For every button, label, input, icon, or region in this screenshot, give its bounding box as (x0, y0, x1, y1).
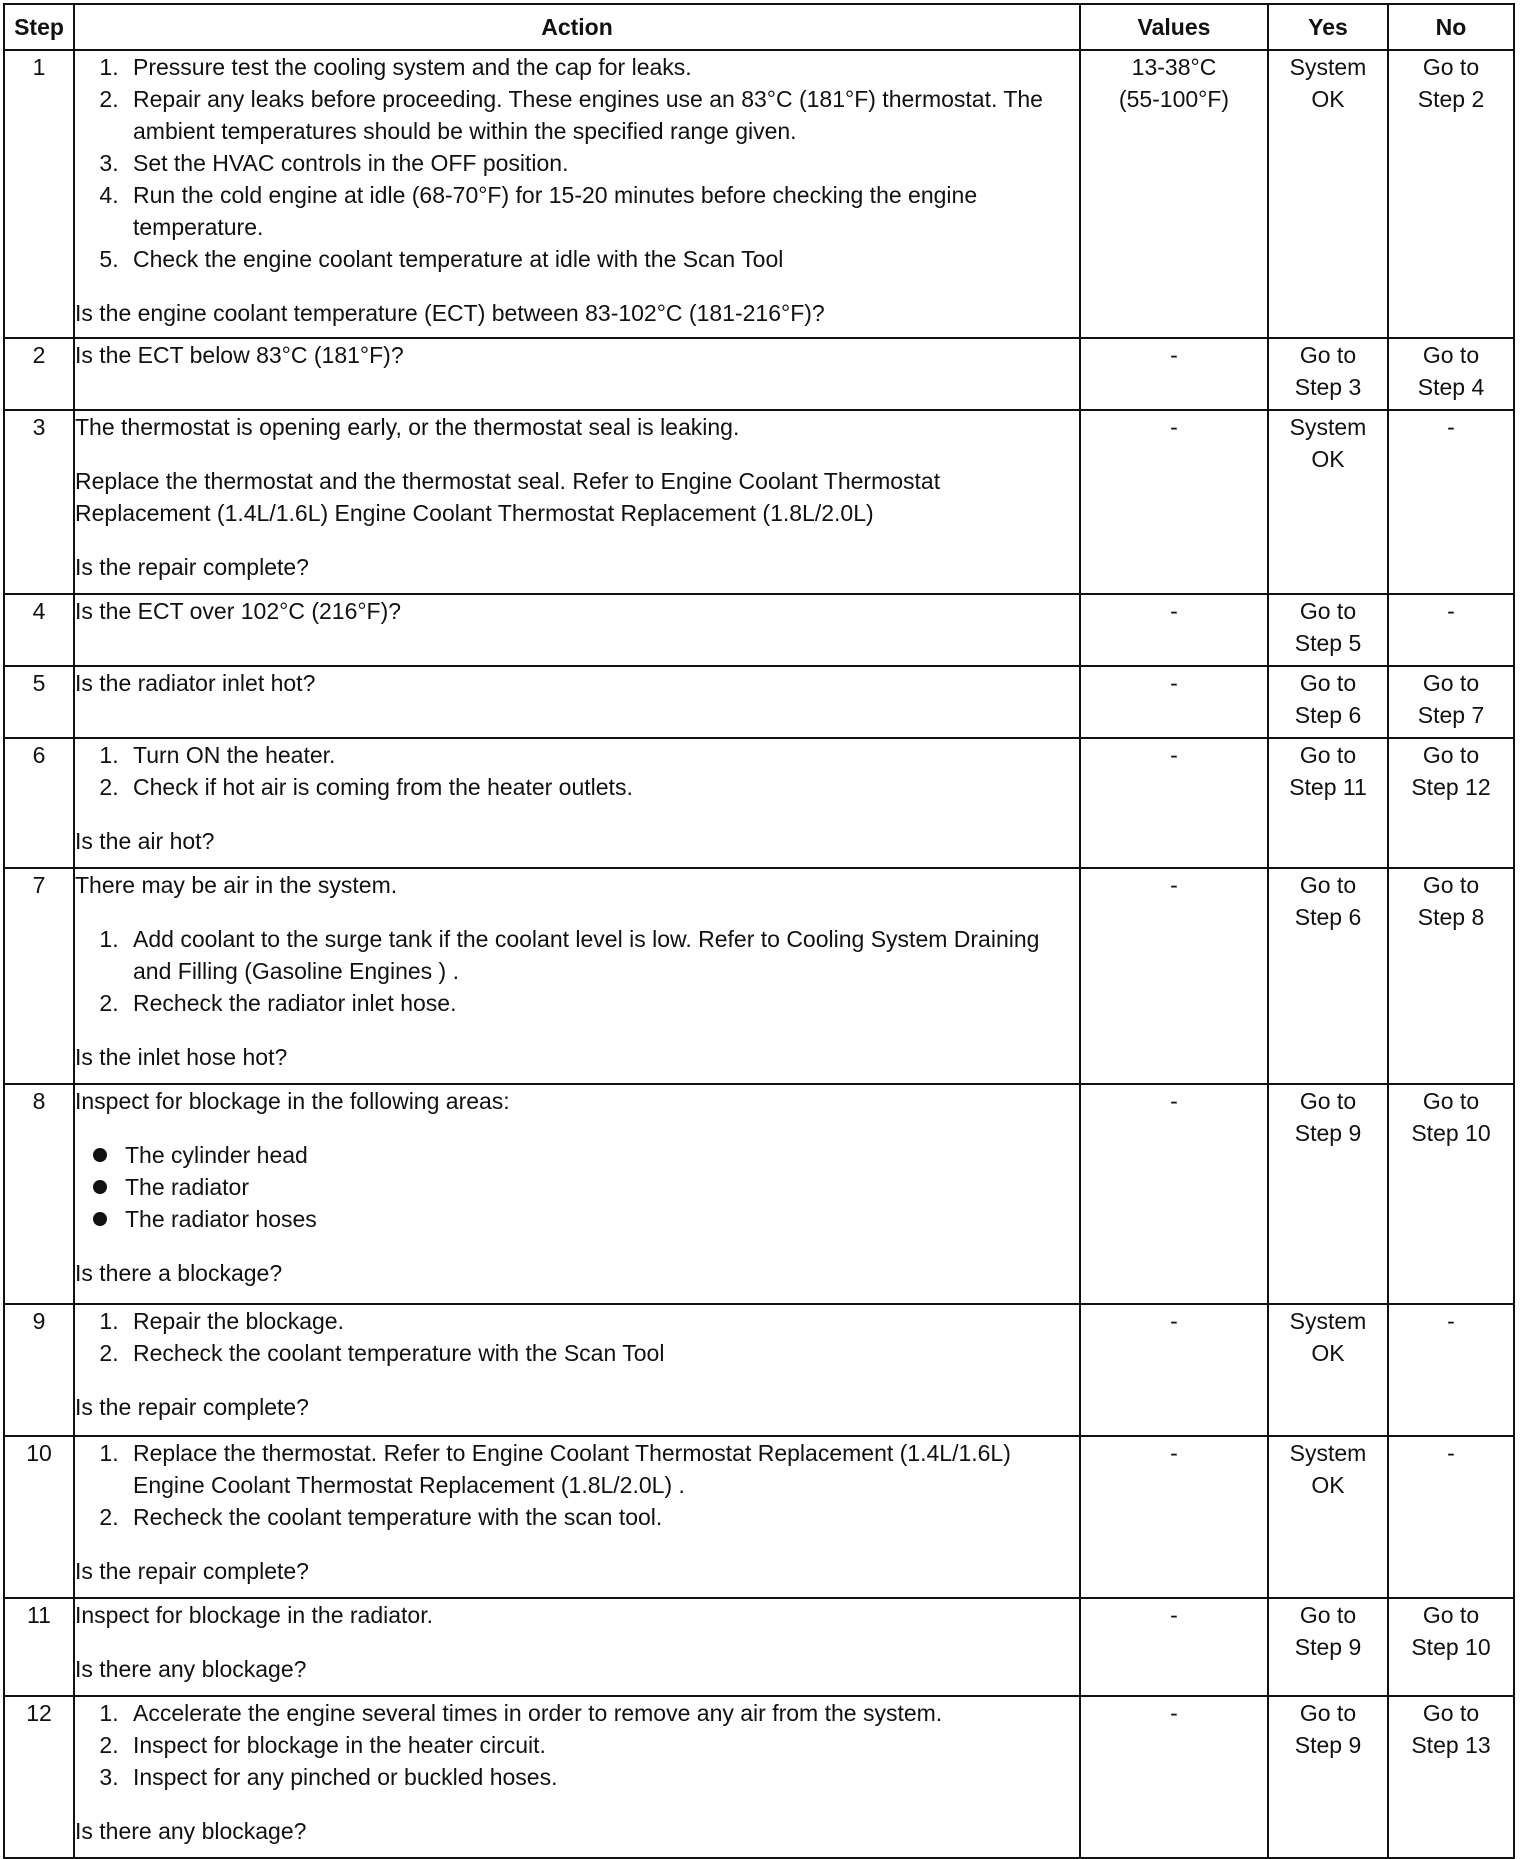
no-line: Step 2 (1417, 86, 1485, 112)
yes-line: Go to (1299, 342, 1357, 368)
table-row-step-11 (4, 1598, 1514, 1696)
step-number: 8 (4, 1084, 74, 1304)
list-item: 2. Check if hot air is coming from the heater outlets. (125, 771, 1079, 803)
step-number: 12 (4, 1696, 74, 1858)
no-line: Go to (1422, 872, 1480, 898)
action-intro: Inspect for blockage in the following areas: (75, 1088, 510, 1114)
values-cell: - (1080, 1304, 1268, 1436)
yes-cell (1268, 1598, 1388, 1696)
values-cell (1080, 50, 1268, 338)
action-intro: There may be air in the system. (75, 872, 398, 898)
yes-line: System (1289, 1308, 1367, 1334)
yes-cell (1268, 410, 1388, 594)
yes-line: Go to (1299, 598, 1357, 624)
yes-cell (1268, 1436, 1388, 1598)
values-cell: - (1080, 410, 1268, 594)
list-item (125, 1139, 1079, 1171)
no-line: Step 8 (1417, 904, 1485, 930)
yes-line: Step 5 (1294, 630, 1362, 656)
no-cell (1388, 666, 1514, 738)
action-question: Is there any blockage? (75, 1818, 307, 1844)
list-item: 1. Accelerate the engine several times in order to remove any air from the system. (125, 1697, 1079, 1729)
yes-line: Step 3 (1294, 374, 1362, 400)
no-cell (1388, 1084, 1514, 1304)
yes-cell (1268, 666, 1388, 738)
list-item: 1. Add coolant to the surge tank if the coolant level is low. Refer to Cooling System Draining and Filling (Gasoline Engines ) . (125, 923, 1079, 987)
no-line: Step 10 (1411, 1634, 1491, 1660)
list-item: 3. Set the HVAC controls in the OFF position. (125, 147, 1079, 179)
table-row-step-5 (4, 666, 1514, 738)
yes-cell (1268, 868, 1388, 1084)
step-number: 3 (4, 410, 74, 594)
action-bullets (75, 1139, 1079, 1235)
action-question: Is there any blockage? (75, 1656, 307, 1682)
no-cell: - (1388, 410, 1514, 594)
action-question: Is the repair complete? (75, 1394, 309, 1420)
table-row-step-3 (4, 410, 1514, 594)
action-question: Is there a blockage? (75, 1260, 283, 1286)
header-no: No (1388, 4, 1514, 50)
action-cell (74, 410, 1080, 594)
table-row-step-12 (4, 1696, 1514, 1858)
action-question: Is the radiator inlet hot? (75, 670, 316, 696)
list-item: 2. Recheck the coolant temperature with the scan tool. (125, 1501, 1079, 1533)
step-number: 6 (4, 738, 74, 868)
yes-line: Go to (1299, 1602, 1357, 1628)
step-number: 1 (4, 50, 74, 338)
action-question: Is the repair complete? (75, 1558, 309, 1584)
action-question: Is the repair complete? (75, 554, 309, 580)
list-item: 2. Inspect for blockage in the heater circuit. (125, 1729, 1079, 1761)
action-cell (74, 338, 1080, 410)
no-cell: - (1388, 1436, 1514, 1598)
no-line: Go to (1422, 1602, 1480, 1628)
no-line: Step 4 (1417, 374, 1485, 400)
action-cell (74, 666, 1080, 738)
list-item: 1. Turn ON the heater. (125, 739, 1079, 771)
values-cell: - (1080, 1436, 1268, 1598)
table-row-step-4 (4, 594, 1514, 666)
list-item (125, 1171, 1079, 1203)
yes-line: OK (1311, 1340, 1345, 1366)
no-cell (1388, 1598, 1514, 1696)
yes-cell (1268, 1084, 1388, 1304)
bullet-icon (93, 1212, 107, 1226)
step-number: 2 (4, 338, 74, 410)
no-line: Step 12 (1411, 774, 1491, 800)
action-cell (74, 1598, 1080, 1696)
no-cell (1388, 50, 1514, 338)
yes-line: Go to (1299, 742, 1357, 768)
yes-line: Step 9 (1294, 1120, 1362, 1146)
action-list (75, 1437, 1079, 1533)
yes-line: Step 9 (1294, 1732, 1362, 1758)
action-cell (74, 1696, 1080, 1858)
step-number: 10 (4, 1436, 74, 1598)
no-line: Go to (1422, 670, 1480, 696)
action-list (75, 1697, 1079, 1793)
values-cell: - (1080, 1696, 1268, 1858)
action-intro: The thermostat is opening early, or the thermostat seal is leaking. (75, 414, 740, 440)
list-item: 1. Repair the blockage. (125, 1305, 1079, 1337)
no-line: Step 7 (1417, 702, 1485, 728)
list-item: 2. Recheck the radiator inlet hose. (125, 987, 1079, 1019)
values-cell: - (1080, 594, 1268, 666)
table-row-step-9 (4, 1304, 1514, 1436)
yes-line: Go to (1299, 1700, 1357, 1726)
header-step: Step (4, 4, 74, 50)
table-row-step-1 (4, 50, 1514, 338)
values-cell: - (1080, 338, 1268, 410)
no-line: Step 10 (1411, 1120, 1491, 1146)
action-cell (74, 594, 1080, 666)
yes-line: Go to (1299, 1088, 1357, 1114)
list-item: 1. Replace the thermostat. Refer to Engine Coolant Thermostat Replacement (1.4L/1.6L) Engine Coolant Thermostat Replacement (1.8L/2.0L) . (125, 1437, 1079, 1501)
list-item: 1. Pressure test the cooling system and the cap for leaks. (125, 51, 1079, 83)
yes-cell (1268, 594, 1388, 666)
diagnostic-table-sheet (3, 3, 1513, 1859)
step-number: 7 (4, 868, 74, 1084)
no-line: Go to (1422, 742, 1480, 768)
action-cell (74, 1304, 1080, 1436)
yes-line: Go to (1299, 872, 1357, 898)
no-cell (1388, 1696, 1514, 1858)
step-number: 5 (4, 666, 74, 738)
no-cell (1388, 338, 1514, 410)
no-cell (1388, 868, 1514, 1084)
yes-line: System (1289, 414, 1367, 440)
no-cell: - (1388, 594, 1514, 666)
no-line: Go to (1422, 54, 1480, 80)
value-line: (55-100°F) (1118, 86, 1230, 112)
list-item: 5. Check the engine coolant temperature at idle with the Scan Tool (125, 243, 1079, 275)
bullet-icon (93, 1148, 107, 1162)
no-cell: - (1388, 1304, 1514, 1436)
list-item-text: The radiator hoses (125, 1206, 317, 1232)
action-cell (74, 1084, 1080, 1304)
action-cell (74, 738, 1080, 868)
action-list (75, 739, 1079, 803)
header-yes: Yes (1268, 4, 1388, 50)
action-list (75, 51, 1079, 275)
action-question: Is the air hot? (75, 828, 215, 854)
action-intro: Inspect for blockage in the radiator. (75, 1602, 433, 1628)
list-item: 2. Repair any leaks before proceeding. These engines use an 83°C (181°F) thermostat. The ambient temperatures should be within the specified range given. (125, 83, 1079, 147)
action-question: Is the ECT below 83°C (181°F)? (75, 342, 404, 368)
header-action: Action (74, 4, 1080, 50)
no-line: Go to (1422, 1088, 1480, 1114)
action-question: Is the inlet hose hot? (75, 1044, 288, 1070)
no-line: Step 13 (1411, 1732, 1491, 1758)
action-question: Is the engine coolant temperature (ECT) between 83-102°C (181-216°F)? (75, 300, 825, 326)
action-cell (74, 868, 1080, 1084)
list-item: 3. Inspect for any pinched or buckled hoses. (125, 1761, 1079, 1793)
no-line: Go to (1422, 1700, 1480, 1726)
table-row-step-2 (4, 338, 1514, 410)
no-line: Go to (1422, 342, 1480, 368)
table-row-step-7 (4, 868, 1514, 1084)
yes-line: Step 6 (1294, 904, 1362, 930)
yes-cell (1268, 50, 1388, 338)
table-row-step-8 (4, 1084, 1514, 1304)
action-list (75, 923, 1079, 1019)
action-question: Is the ECT over 102°C (216°F)? (75, 598, 402, 624)
values-cell: - (1080, 868, 1268, 1084)
yes-line: OK (1311, 1472, 1345, 1498)
list-item: 4. Run the cold engine at idle (68-70°F) for 15-20 minutes before checking the engine temperature. (125, 179, 1079, 243)
list-item: 2. Recheck the coolant temperature with the Scan Tool (125, 1337, 1079, 1369)
yes-line: Go to (1299, 670, 1357, 696)
diagnostic-table (3, 3, 1515, 1859)
yes-cell (1268, 338, 1388, 410)
yes-cell (1268, 738, 1388, 868)
header-row (4, 4, 1514, 50)
list-item-text: The radiator (125, 1174, 250, 1200)
no-cell (1388, 738, 1514, 868)
header-values: Values (1080, 4, 1268, 50)
step-number: 4 (4, 594, 74, 666)
values-cell: - (1080, 738, 1268, 868)
values-cell: - (1080, 1598, 1268, 1696)
step-number: 9 (4, 1304, 74, 1436)
yes-line: Step 9 (1294, 1634, 1362, 1660)
yes-line: System (1289, 1440, 1367, 1466)
action-text: Replace the thermostat and the thermostat seal. Refer to Engine Coolant Thermostat Replacement (1.4L/1.6L) Engine Coolant Thermostat Replacement (1.8L/2.0L) (75, 468, 941, 526)
yes-line: System (1289, 54, 1367, 80)
yes-cell (1268, 1304, 1388, 1436)
yes-line: OK (1311, 446, 1345, 472)
bullet-icon (93, 1180, 107, 1194)
table-row-step-10 (4, 1436, 1514, 1598)
yes-line: Step 6 (1294, 702, 1362, 728)
yes-line: Step 11 (1289, 774, 1367, 800)
action-list (75, 1305, 1079, 1369)
yes-cell (1268, 1696, 1388, 1858)
action-cell (74, 50, 1080, 338)
value-line: 13-38°C (1131, 54, 1217, 80)
action-cell (74, 1436, 1080, 1598)
list-item (125, 1203, 1079, 1235)
list-item-text: The cylinder head (125, 1142, 308, 1168)
values-cell: - (1080, 1084, 1268, 1304)
yes-line: OK (1311, 86, 1345, 112)
table-row-step-6 (4, 738, 1514, 868)
step-number: 11 (4, 1598, 74, 1696)
values-cell: - (1080, 666, 1268, 738)
